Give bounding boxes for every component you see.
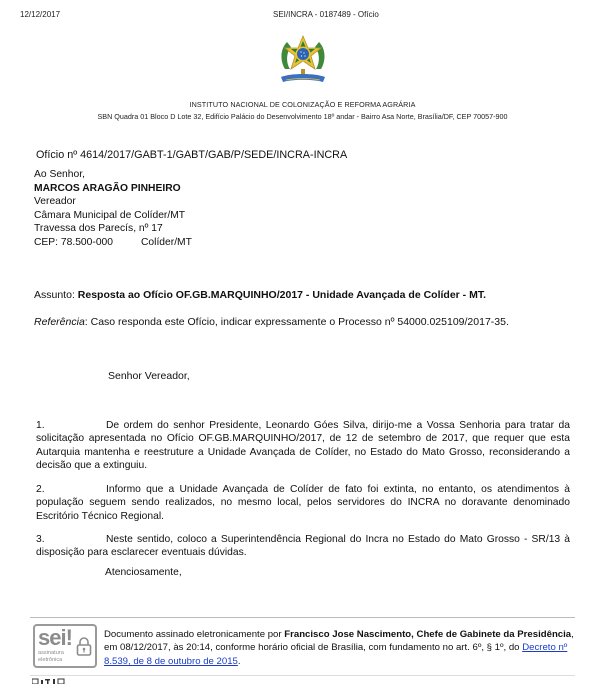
paragraph-number: 2. — [36, 484, 45, 495]
signature-prefix: Documento assinado eletronicamente por — [104, 629, 285, 640]
print-title: SEI/INCRA - 0187489 - Ofício — [273, 10, 379, 19]
seal-subtitle-line-2: eletrônica — [38, 656, 63, 663]
recipient-cep: CEP: 78.500-000 — [34, 236, 113, 248]
reference-text: : Caso responda este Ofício, indicar expressamente o Processo nº 54000.025109/2017-35. — [84, 316, 509, 328]
signer-name: Francisco Jose Nascimento — [284, 629, 412, 640]
recipient-city: Colíder/MT — [141, 236, 192, 248]
seal-subtitle — [38, 650, 64, 663]
institution-name: INSTITUTO NACIONAL DE COLONIZAÇÃO E REFORMA AGRÁRIA — [189, 100, 416, 109]
subject-line — [34, 289, 486, 301]
oficio-number: Ofício nº 4614/2017/GABT-1/GABT/GAB/P/SEDE/INCRA-INCRA — [36, 149, 348, 161]
reference-label: Referência — [34, 316, 85, 328]
signer-separator: , — [411, 629, 417, 640]
paragraph-2 — [36, 483, 570, 523]
print-date: 12/12/2017 — [20, 10, 61, 19]
signer-title: Chefe de Gabinete da Presidência — [416, 629, 572, 640]
seal-logo-text: sei! — [38, 625, 72, 650]
recipient-organization: Câmara Municipal de Colíder/MT — [34, 209, 186, 221]
institution-address: SBN Quadra 01 Bloco D Lote 32, Edifício Palácio do Desenvolvimento 18º andar - Bairro Asa Norte, Brasília/DF, CEP 70057-900 — [97, 112, 508, 121]
paragraph-text: Informo que a Unidade Avançada de Colíder de fato foi extinta, no entanto, os atendimentos à população seguem sendo realizados, no mesmo local, pelos servidores do INCRA no doravante denominado Escritório Técnico Regional. — [36, 484, 570, 522]
paragraph-text: Neste sentido, coloco a Superintendência Regional do Incra no Estado do Mato Grosso - SR/13 à disposição para esclarecer eventuais dúvidas. — [36, 534, 570, 559]
sei-signature-seal — [33, 624, 97, 668]
greeting: Senhor Vereador, — [108, 370, 190, 382]
decree-link[interactable]: Decreto nº 8.539, de 8 de outubro de 2015 — [104, 642, 568, 667]
subject-text: Resposta ao Ofício OF.GB.MARQUINHO/2017 - Unidade Avançada de Colíder - MT. — [77, 289, 486, 301]
paragraph-text: De ordem do senhor Presidente, Leonardo Góes Silva, dirijo-me a Vossa Senhoria para tratar da solicitação apresentada no Ofício OF.GB.MARQUINHO/2017, de 12 de setembro de 2017, que requer que esta Autarquia mantenha e reestruture a Unidade Avançada de Colíder, no Estado do Mato Grosso, reconsiderando a decisão que a extinguiu. — [36, 420, 570, 472]
recipient-name: MARCOS ARAGÃO PINHEIRO — [34, 182, 181, 194]
paragraph-1 — [36, 419, 570, 473]
seal-subtitle-line-1: assinatura — [38, 650, 64, 656]
closing: Atenciosamente, — [105, 567, 182, 578]
subject-label: Assunto: — [34, 289, 78, 301]
paragraph-number: 3. — [36, 534, 45, 545]
recipient-role: Vereador — [34, 196, 76, 208]
paragraph-3 — [36, 533, 570, 560]
recipient-salutation: Ao Senhor, — [34, 169, 85, 180]
reference-line — [34, 316, 509, 328]
brazil-coat-of-arms-icon — [276, 33, 330, 91]
signature-divider-top — [30, 617, 575, 618]
signature-text — [104, 628, 574, 668]
padlock-icon — [76, 636, 92, 656]
signature-suffix: . — [237, 655, 241, 667]
signature-divider-bottom — [30, 675, 575, 676]
signature-details: , em 08/12/2017, às 20:14, conforme horário oficial de Brasília, com fundamento no art. 6º, § 1º, do — [104, 629, 574, 654]
recipient-block — [34, 168, 192, 250]
recipient-cep-line — [34, 236, 192, 250]
recipient-street: Travessa dos Parecís, nº 17 — [34, 223, 163, 235]
qr-code-icon — [32, 678, 102, 684]
paragraph-number: 1. — [36, 420, 45, 431]
